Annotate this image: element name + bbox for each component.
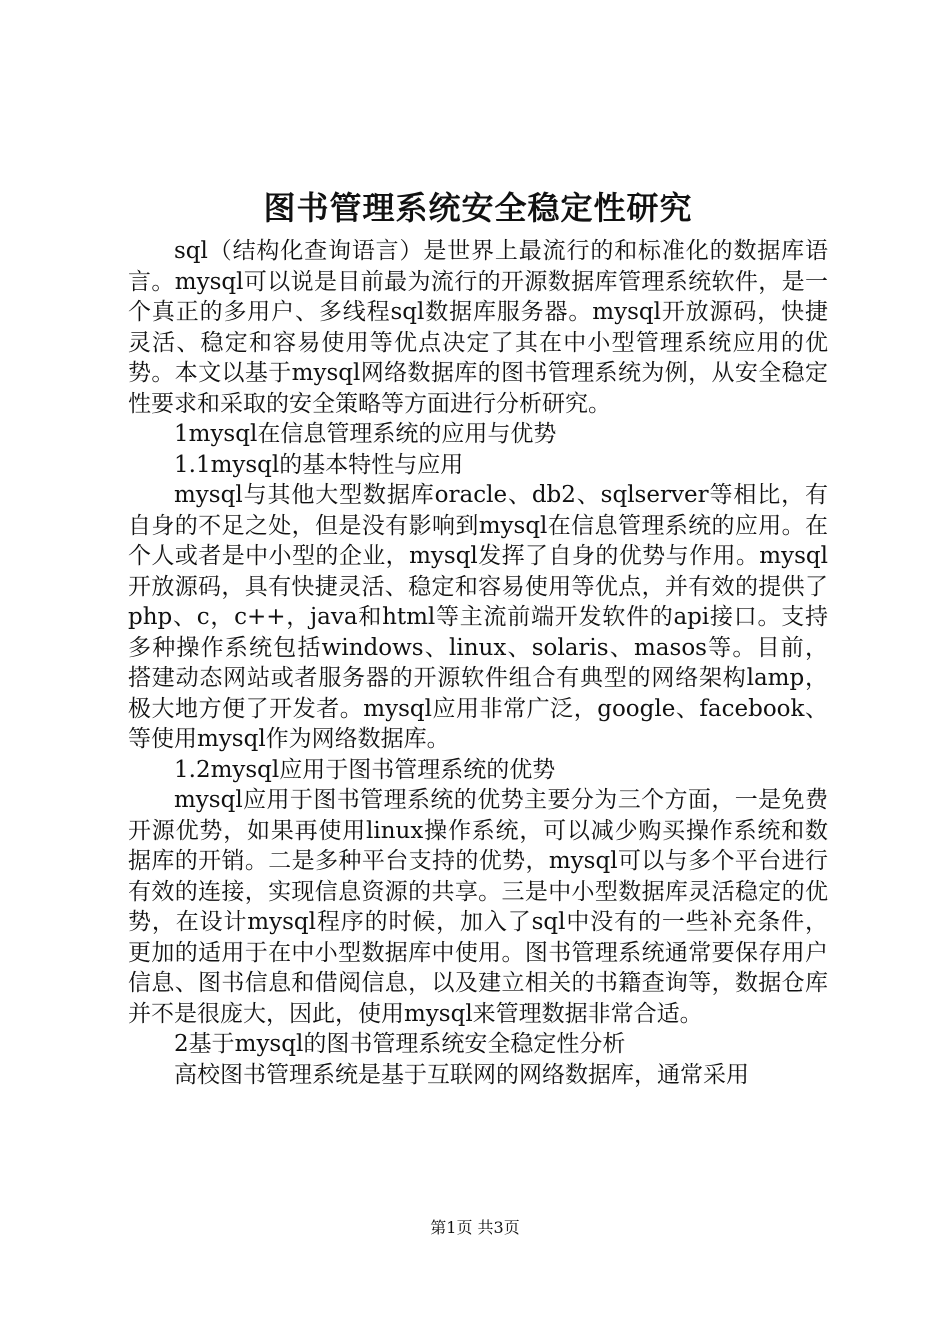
paragraph-mysql-features: mysql与其他大型数据库oracle、db2、sqlserver等相比，有自身的不足之处，但是没有影响到mysql在信息管理系统的应用。在个人或者是中小型的企业，mysql发挥了自身的优势与作用。mysql开放源码，具有快捷灵活、稳定和容易使用等优点，并有效的提供了php、c，c++，java和html等主流前端开发软件的api接口。支持多种操作系统包括windows、linux、solaris、masos等。目前，搭建动态网站或者服务器的开源软件组合有典型的网络架构lamp，极大地方便了开发者。mysql应用非常广泛，google、facebook、等使用mysql作为网络数据库。 [128,482,828,752]
page-footer [0,1216,950,1240]
section-heading-2: 2基于mysql的图书管理系统安全稳定性分析 [174,1031,626,1057]
document-body [128,236,828,1090]
paragraph-intro: sql（结构化查询语言）是世界上最流行的和标准化的数据库语言。mysql可以说是目前最为流行的开源数据库管理系统软件，是一个真正的多用户、多线程sql数据库服务器。mysql开放源码，快捷灵活、稳定和容易使用等优点决定了其在中小型管理系统应用的优势。本文以基于mysql网络数据库的图书管理系统为例，从安全稳定性要求和采取的安全策略等方面进行分析研究。 [128,238,828,417]
document-title: 图书管理系统安全稳定性研究 [263,189,693,227]
document-page [128,180,828,1090]
subsection-heading-1-1: 1.1mysql的基本特性与应用 [174,451,464,478]
section-heading-1: 1mysql在信息管理系统的应用与优势 [174,421,557,447]
page-number: 第1页 共3页 [430,1218,520,1237]
subsection-heading-1-2: 1.2mysql应用于图书管理系统的优势 [174,756,556,783]
paragraph-mysql-advantages: mysql应用于图书管理系统的优势主要分为三个方面，一是免费开源优势，如果再使用linux操作系统，可以减少购买操作系统和数据库的开销。二是多种平台支持的优势，mysql可以与多个平台进行有效的连接，实现信息资源的共享。三是中小型数据库灵活稳定的优势，在设计mysql程序的时候，加入了sql中没有的一些补充条件，更加的适用于在中小型数据库中使用。图书管理系统通常要保存用户信息、图书信息和借阅信息，以及建立相关的书籍查询等，数据仓库并不是很庞大，因此，使用mysql来管理数据非常合适。 [128,787,828,1027]
paragraph-security-analysis: 高校图书管理系统是基于互联网的网络数据库，通常采用 [174,1061,749,1088]
